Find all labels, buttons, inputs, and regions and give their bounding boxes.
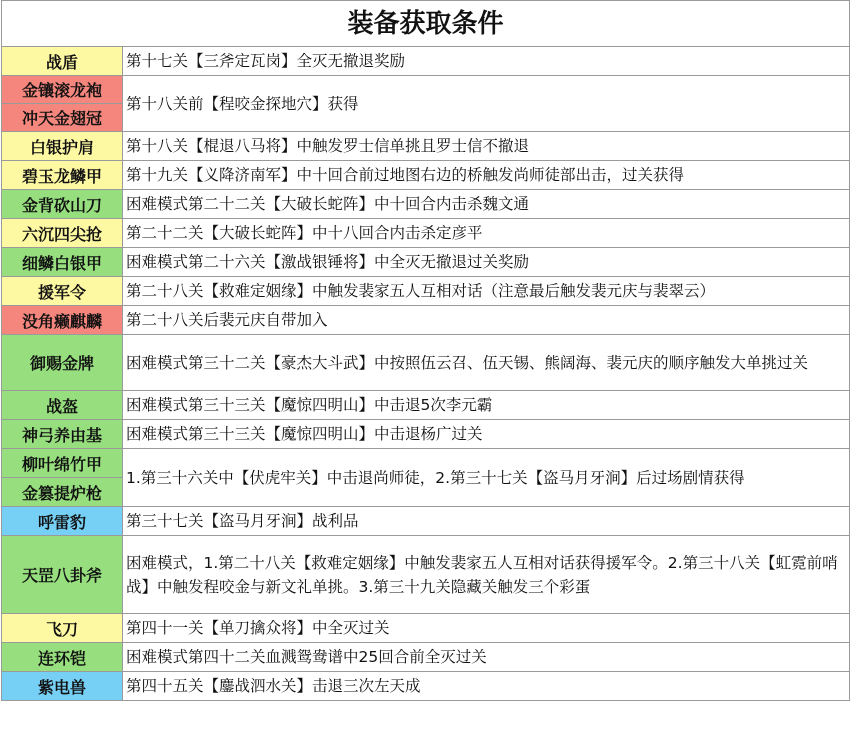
table-row <box>2 76 850 104</box>
item-name-cell: 白银护肩 <box>2 132 123 161</box>
condition-cell: 第二十八关后裴元庆自带加入 <box>123 306 850 335</box>
table-row <box>2 420 850 449</box>
table-row <box>2 190 850 219</box>
condition-cell: 困难模式第四十二关血溅鸳鸯谱中25回合前全灭过关 <box>123 643 850 672</box>
item-name-cell: 碧玉龙鳞甲 <box>2 161 123 190</box>
condition-cell: 困难模式第三十三关【魔惊四明山】中击退5次李元霸 <box>123 391 850 420</box>
item-name-cell: 御赐金牌 <box>2 335 123 391</box>
item-name-cell: 飞刀 <box>2 614 123 643</box>
item-name-cell: 连环铠 <box>2 643 123 672</box>
item-name-cell: 金背砍山刀 <box>2 190 123 219</box>
item-name-cell: 金篡提炉枪 <box>2 478 123 507</box>
condition-cell: 困难模式，1.第二十八关【救难定姻缘】中触发裴家五人互相对话获得援军令。2.第三十八关【虹霓前哨战】中触发程咬金与新文礼单挑。3.第三十九关隐藏关触发三个彩蛋 <box>123 536 850 614</box>
condition-cell: 第三十七关【盗马月牙涧】战利品 <box>123 507 850 536</box>
table-row <box>2 161 850 190</box>
table-row <box>2 507 850 536</box>
table-row <box>2 47 850 76</box>
item-name-cell: 战盔 <box>2 391 123 420</box>
item-name-cell: 没角癞麒麟 <box>2 306 123 335</box>
item-name-cell: 六沉四尖抢 <box>2 219 123 248</box>
table-row <box>2 536 850 614</box>
table-row <box>2 248 850 277</box>
table-row <box>2 643 850 672</box>
table-row <box>2 449 850 478</box>
table-row <box>2 614 850 643</box>
condition-cell: 困难模式第二十二关【大破长蛇阵】中十回合内击杀魏文通 <box>123 190 850 219</box>
table-row <box>2 219 850 248</box>
condition-cell: 第二十二关【大破长蛇阵】中十八回合内击杀定彦平 <box>123 219 850 248</box>
table-row <box>2 391 850 420</box>
item-name-cell: 细鳞白银甲 <box>2 248 123 277</box>
item-name-cell: 援军令 <box>2 277 123 306</box>
item-name-cell: 天罡八卦斧 <box>2 536 123 614</box>
table-row <box>2 672 850 701</box>
condition-cell: 困难模式第三十三关【魔惊四明山】中击退杨广过关 <box>123 420 850 449</box>
item-name-cell: 呼雷豹 <box>2 507 123 536</box>
condition-cell: 第二十八关【救难定姻缘】中触发裴家五人互相对话（注意最后触发裴元庆与裴翠云） <box>123 277 850 306</box>
table-row <box>2 306 850 335</box>
condition-cell: 第四十五关【鏖战泗水关】击退三次左天成 <box>123 672 850 701</box>
item-name-cell: 神弓养由基 <box>2 420 123 449</box>
sheet-title: 装备获取条件 <box>1 0 850 46</box>
table-row <box>2 277 850 306</box>
condition-cell: 第十八关前【程咬金探地穴】获得 <box>123 76 850 132</box>
table-row <box>2 132 850 161</box>
condition-cell: 1.第三十六关中【伏虎牢关】中击退尚师徒，2.第三十七关【盗马月牙涧】后过场剧情获得 <box>123 449 850 507</box>
table-row <box>2 335 850 391</box>
equipment-sheet <box>1 0 850 701</box>
condition-cell: 困难模式第二十六关【激战银锤将】中全灭无撤退过关奖励 <box>123 248 850 277</box>
condition-cell: 困难模式第三十二关【豪杰大斗武】中按照伍云召、伍天锡、熊阔海、裴元庆的顺序触发大单挑过关 <box>123 335 850 391</box>
item-name-cell: 柳叶绵竹甲 <box>2 449 123 478</box>
item-name-cell: 冲天金翅冠 <box>2 104 123 132</box>
condition-cell: 第四十一关【单刀擒众将】中全灭过关 <box>123 614 850 643</box>
item-name-cell: 金镶滚龙袍 <box>2 76 123 104</box>
equipment-table <box>1 46 850 701</box>
condition-cell: 第十七关【三斧定瓦岗】全灭无撤退奖励 <box>123 47 850 76</box>
item-name-cell: 紫电兽 <box>2 672 123 701</box>
item-name-cell: 战盾 <box>2 47 123 76</box>
condition-cell: 第十九关【义降济南军】中十回合前过地图右边的桥触发尚师徒部出击，过关获得 <box>123 161 850 190</box>
condition-cell: 第十八关【棍退八马将】中触发罗士信单挑且罗士信不撤退 <box>123 132 850 161</box>
